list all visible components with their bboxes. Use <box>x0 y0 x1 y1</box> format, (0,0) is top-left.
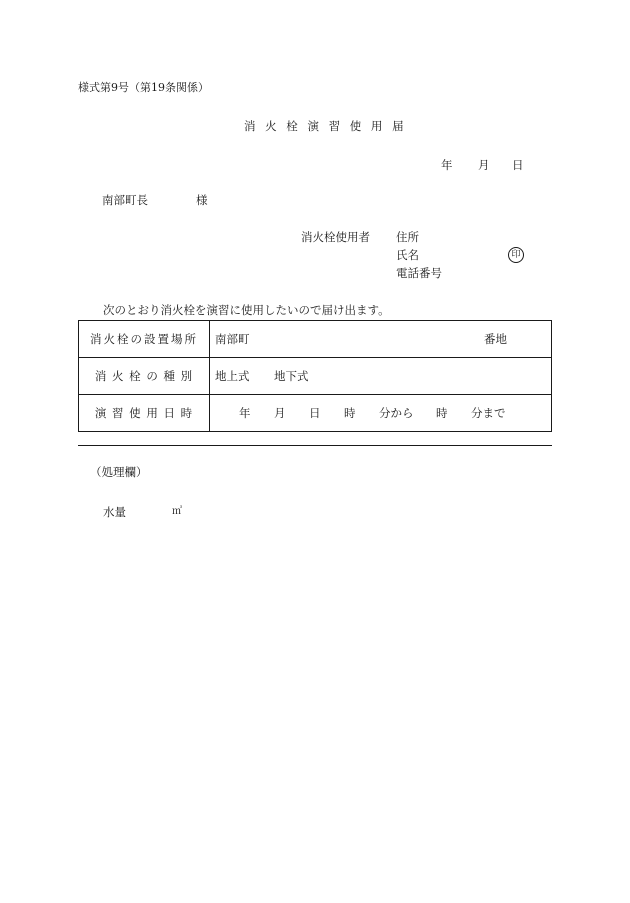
type-option-underground[interactable]: 地下式 <box>274 369 309 383</box>
dt-hour-label: 時 <box>344 406 356 420</box>
intro-statement: 次のとおり消火栓を演習に使用したいので届け出ます。 <box>103 303 390 317</box>
remarks-label: （処理欄） <box>90 465 148 479</box>
datetime-header-cell <box>79 395 210 432</box>
datetime-header: 演 習 使 用 日 時 <box>94 406 194 420</box>
applicant-label: 消火栓使用者 <box>301 230 370 244</box>
dt-month-label: 月 <box>274 406 286 420</box>
date-month-label: 月 <box>478 158 490 172</box>
table-row-location <box>79 321 552 358</box>
addressee-honorific: 様 <box>196 193 208 207</box>
water-volume-unit: ㎥ <box>172 506 182 517</box>
location-header-cell <box>79 321 210 358</box>
document-title: 消 火 栓 演 習 使 用 届 <box>244 119 407 133</box>
type-header-cell <box>79 358 210 395</box>
section-divider <box>78 445 552 446</box>
type-header: 消 火 栓 の 種 別 <box>94 369 194 383</box>
applicant-name-label: 氏名 <box>396 248 419 262</box>
seal-mark-icon: 印 <box>508 247 524 263</box>
date-day-label: 日 <box>512 158 524 172</box>
location-header: 消火栓の設置場所 <box>90 332 198 346</box>
location-town: 南部町 <box>215 332 250 346</box>
dt-day-label: 日 <box>309 406 321 420</box>
location-suffix: 番地 <box>484 332 507 346</box>
addressee-name: 南部町長 <box>102 193 148 207</box>
dt-to-label: 分まで <box>471 406 506 420</box>
applicant-address-label: 住所 <box>396 230 419 244</box>
dt-year-label: 年 <box>239 406 251 420</box>
dt-from-label: 分から <box>379 406 414 420</box>
table-row-type <box>79 358 552 395</box>
table-row-datetime <box>79 395 552 432</box>
location-value-cell[interactable] <box>210 321 552 358</box>
water-volume-label: 水量 <box>103 505 126 519</box>
application-table <box>78 320 552 432</box>
applicant-phone-label: 電話番号 <box>396 266 442 280</box>
dt-hour2-label: 時 <box>436 406 448 420</box>
datetime-value-cell[interactable] <box>210 395 552 432</box>
form-number-label: 様式第9号（第19条関係） <box>78 81 209 94</box>
type-value-cell[interactable] <box>210 358 552 395</box>
date-year-label: 年 <box>441 158 453 172</box>
type-option-above-ground[interactable]: 地上式 <box>215 369 250 383</box>
